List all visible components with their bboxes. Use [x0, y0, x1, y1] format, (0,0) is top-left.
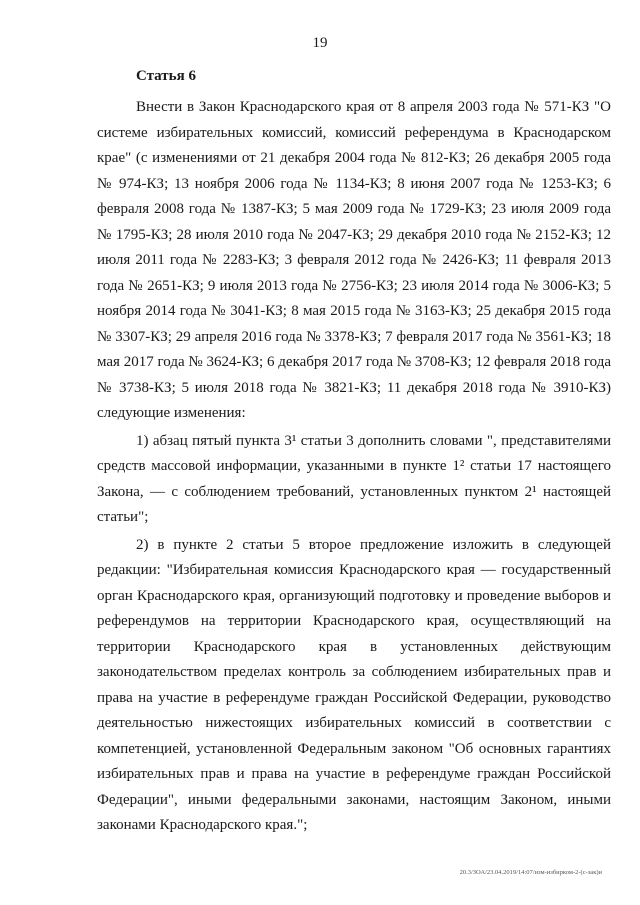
article-title: Статья 6	[136, 68, 196, 84]
paragraph-item-2: 2) в пункте 2 статьи 5 второе предложение изложить в следующей редакции: "Избирательная комиссия Краснодарского края — государственный орган Краснодарского края, организующий подготовку и проведение выборов и референдумов на территории Краснодарского края, осуществляющий на территории Краснодарского края в установленных действующим законодательством пределах контроль за соблюдением избирательных прав и права на участие в референдуме граждан Российской Федерации, руководство деятельностью нижестоящих избирательных комиссий в соответствии с компетенцией, установленной Федеральным законом "Об основных гарантиях избирательных прав и права на участие в референдуме граждан Российской Федерации", иными федеральными законами, настоящим Законом, иными законами Краснодарского края.";	[97, 536, 611, 833]
footer-filename: 20.3/ЗОА/23.04.2019/14:07/изм-избирком-2-(с-зак)и	[459, 869, 602, 876]
page-number: 19	[312, 35, 328, 51]
paragraph-item-1: 1) абзац пятый пункта 3¹ статьи 3 дополнить словами ", представителями средств массовой информации, указанными в пункте 1² статьи 17 настоящего Закона, — с соблюдением требований, установленных пунктом 2¹ настоящей статьи";	[97, 432, 611, 525]
article-body	[97, 95, 611, 839]
paragraph-intro: Внести в Закон Краснодарского края от 8 апреля 2003 года № 571-КЗ "О системе избирательных комиссий, комиссий референдума в Краснодарском крае" (с изменениями от 21 декабря 2004 года № 812-КЗ; 26 декабря 2005 года № 974-КЗ; 13 ноября 2006 года № 1134-КЗ; 8 июня 2007 года № 1253-КЗ; 6 февраля 2008 года № 1387-КЗ; 5 мая 2009 года № 1729-КЗ; 23 июля 2009 года № 1795-КЗ; 28 июля 2010 года № 2047-КЗ; 29 декабря 2010 года № 2152-КЗ; 12 июля 2011 года № 2283-КЗ; 3 февраля 2012 года № 2426-КЗ; 11 февраля 2013 года № 2651-КЗ; 9 июля 2013 года № 2756-КЗ; 23 июля 2014 года № 3006-КЗ; 5 ноября 2014 года № 3041-КЗ; 8 мая 2015 года № 3163-КЗ; 25 декабря 2015 года № 3307-КЗ; 29 апреля 2016 года № 3378-КЗ; 7 февраля 2017 года № 3561-КЗ; 18 мая 2017 года № 3624-КЗ; 6 декабря 2017 года № 3708-КЗ; 12 февраля 2018 года № 3738-КЗ; 5 июля 2018 года № 3821-КЗ; 11 декабря 2018 года № 3910-КЗ) следующие изменения:	[97, 99, 611, 421]
